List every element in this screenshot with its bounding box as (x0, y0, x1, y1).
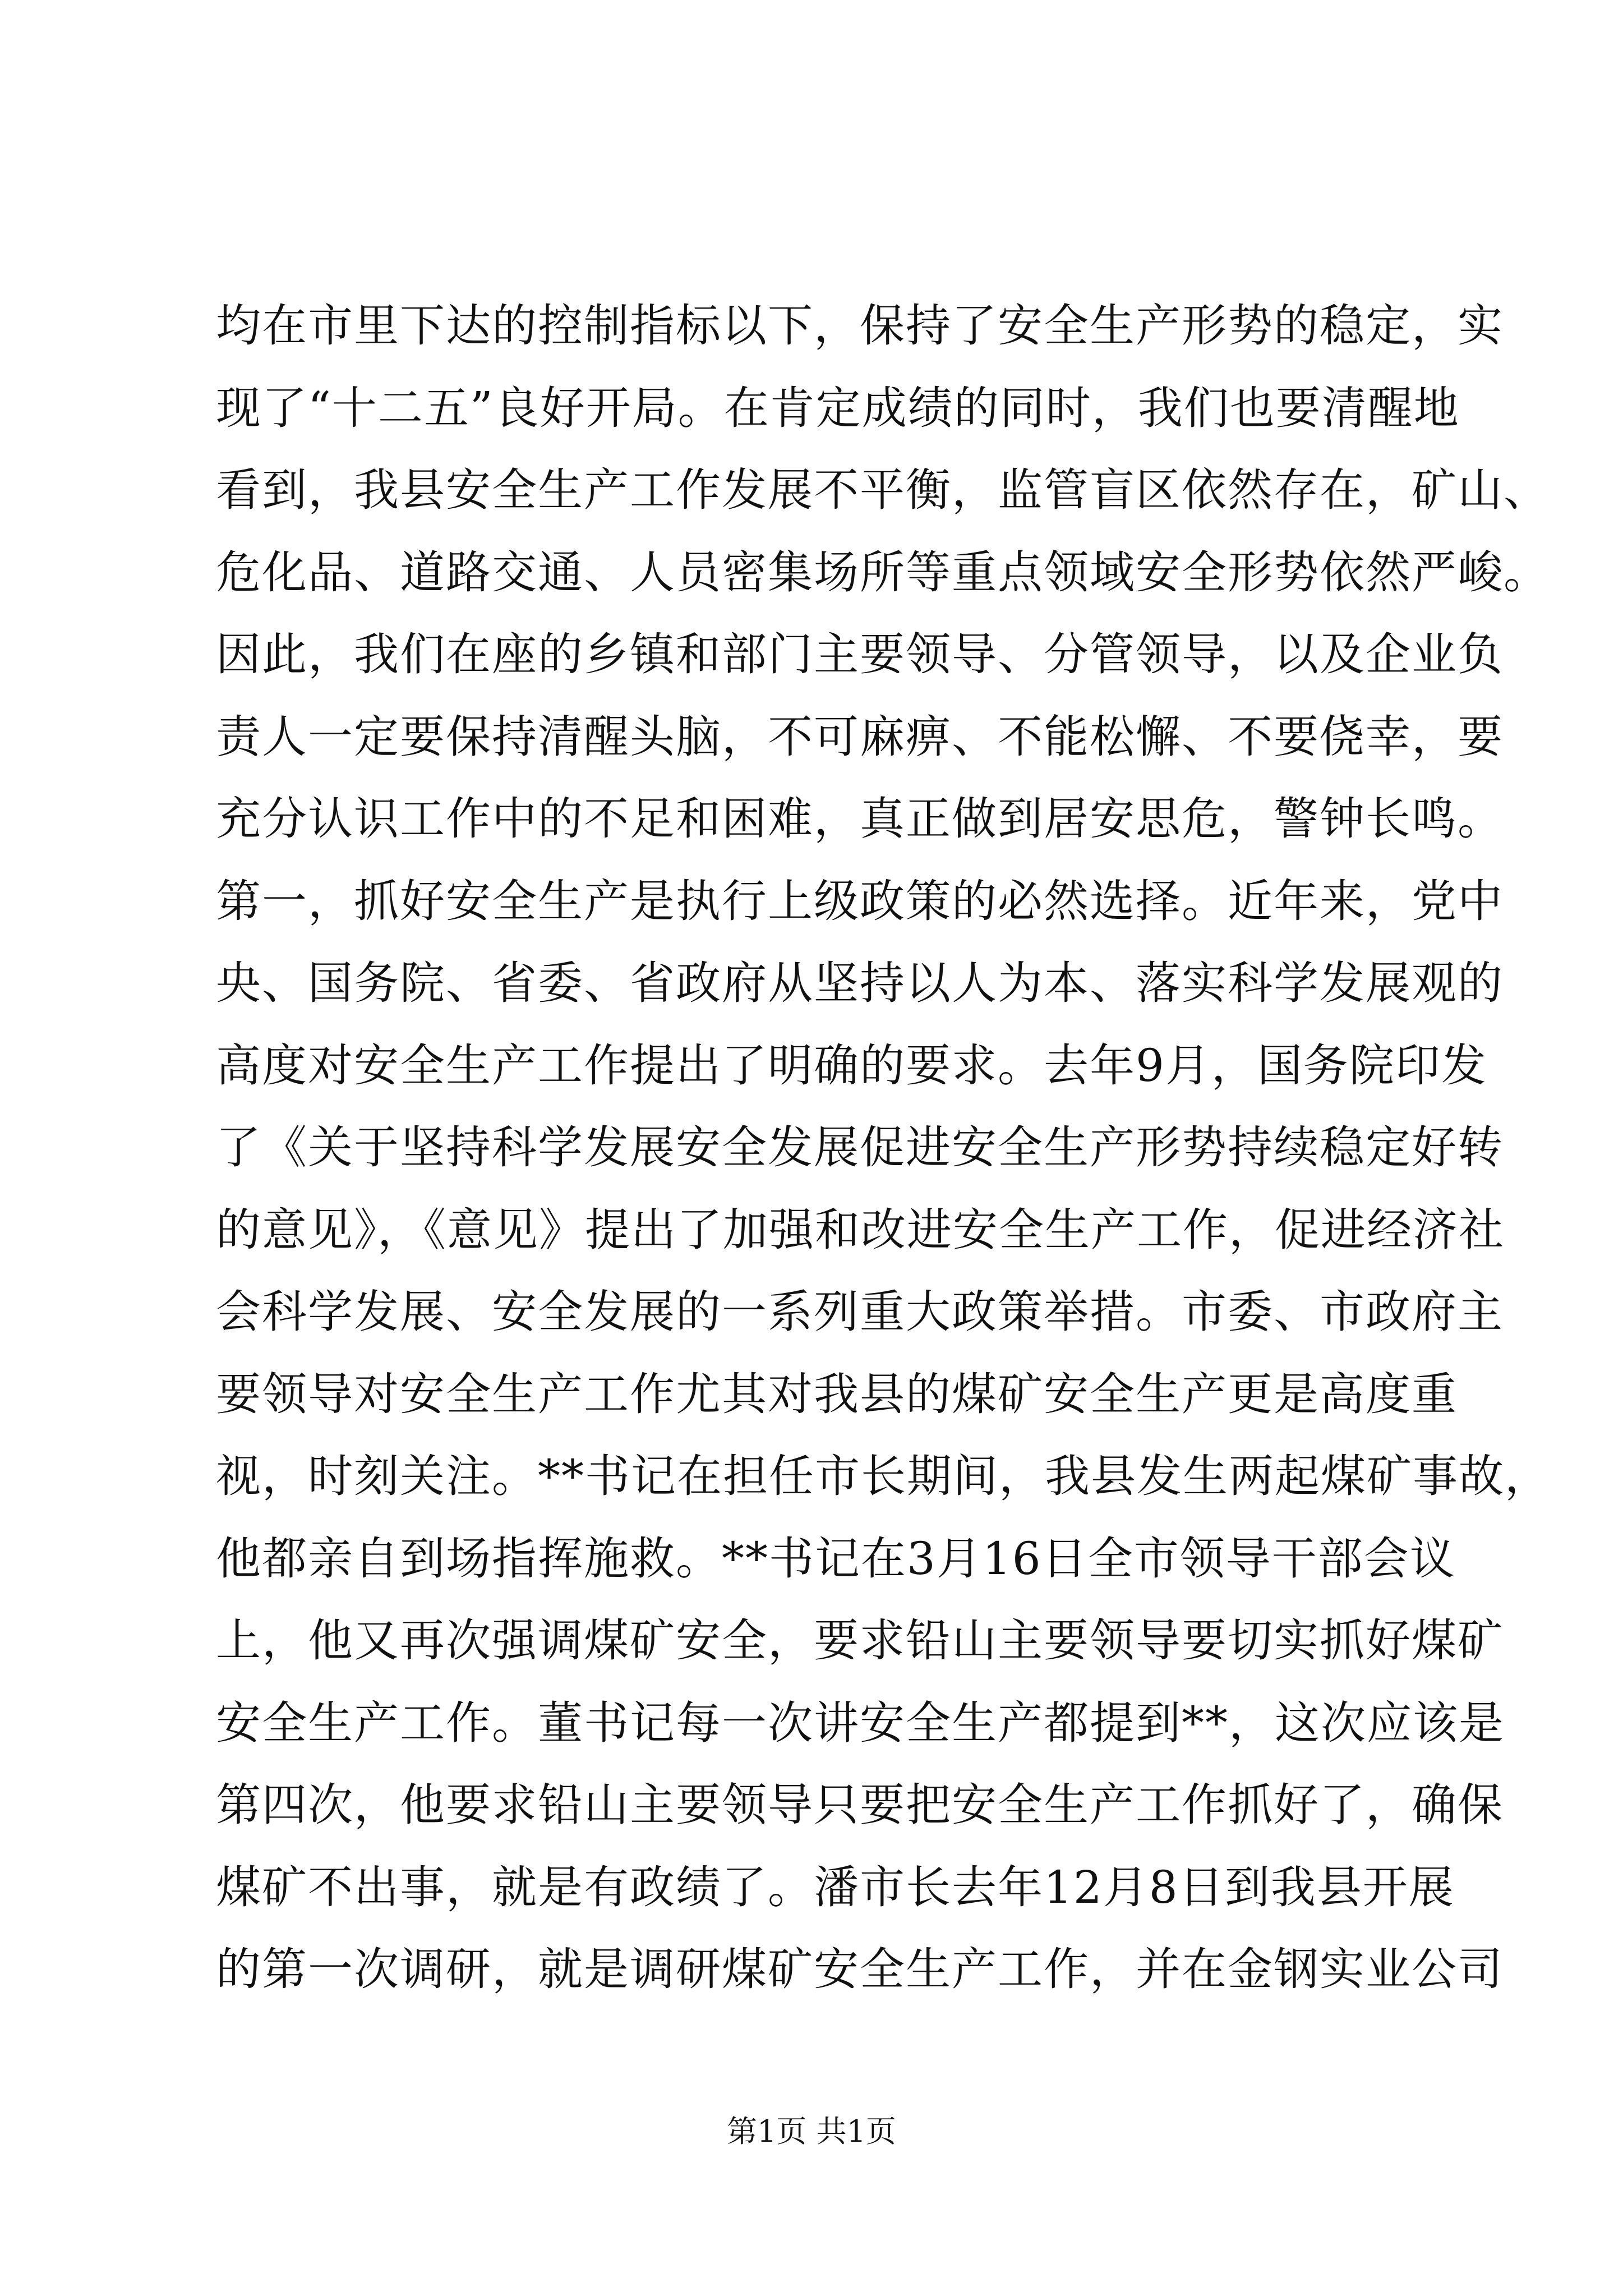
text-line: 均在市里下达的控制指标以下，保持了安全生产形势的稳定，实 (216, 300, 1504, 352)
text-line: 因此，我们在座的乡镇和部门主要领导、分管领导，以及企业负 (216, 628, 1504, 680)
text-line: 上，他又再次强调煤矿安全，要求铅山主要领导要切实抓好煤矿 (216, 1614, 1504, 1667)
text-line: 煤矿不出事，就是有政绩了。潘市长去年12月8日到我县开展 (216, 1861, 1455, 1913)
page-number-label: 第1页 共1页 (727, 2114, 896, 2149)
text-line: 第一，抓好安全生产是执行上级政策的必然选择。近年来，党中 (216, 875, 1504, 927)
text-line: 要领导对安全生产工作尤其对我县的煤矿安全生产更是高度重 (216, 1368, 1458, 1420)
page-footer (0, 2109, 1623, 2154)
text-line: 他都亲自到场指挥施救。**书记在3月16日全市领导干部会议 (216, 1532, 1456, 1585)
text-line: 安全生产工作。董书记每一次讲安全生产都提到**，这次应该是 (216, 1696, 1505, 1749)
text-line: 的意见》，《意见》提出了加强和改进安全生产工作，促进经济社 (216, 1203, 1505, 1256)
text-line: 央、国务院、省委、省政府从坚持以人为本、落实科学发展观的 (216, 957, 1504, 1009)
text-line: 现了“十二五”良好开局。在肯定成绩的同时，我们也要清醒地 (216, 381, 1460, 434)
body-text (216, 285, 1551, 2011)
text-line: 第四次，他要求铅山主要领导只要把安全生产工作抓好了，确保 (216, 1779, 1504, 1831)
text-line: 危化品、道路交通、人员密集场所等重点领域安全形势依然严峻。 (216, 546, 1550, 599)
text-line: 高度对安全生产工作提出了明确的要求。去年9月，国务院印发 (216, 1039, 1487, 1092)
text-line: 会科学发展、安全发展的一系列重大政策举措。市委、市政府主 (216, 1286, 1504, 1338)
text-line: 了《关于坚持科学发展安全发展促进安全生产形势持续稳定好转 (216, 1121, 1504, 1174)
text-line: 充分认识工作中的不足和困难，真正做到居安思危，警钟长鸣。 (216, 793, 1504, 845)
text-line: 责人一定要保持清醒头脑，不可麻痹、不能松懈、不要侥幸，要 (216, 710, 1504, 763)
text-line: 视，时刻关注。**书记在担任市长期间，我县发生两起煤矿事故， (216, 1450, 1551, 1502)
text-line: 看到，我县安全生产工作发展不平衡，监管盲区依然存在，矿山、 (216, 464, 1550, 516)
text-line: 的第一次调研，就是调研煤矿安全生产工作，并在金钢实业公司 (216, 1943, 1504, 1995)
